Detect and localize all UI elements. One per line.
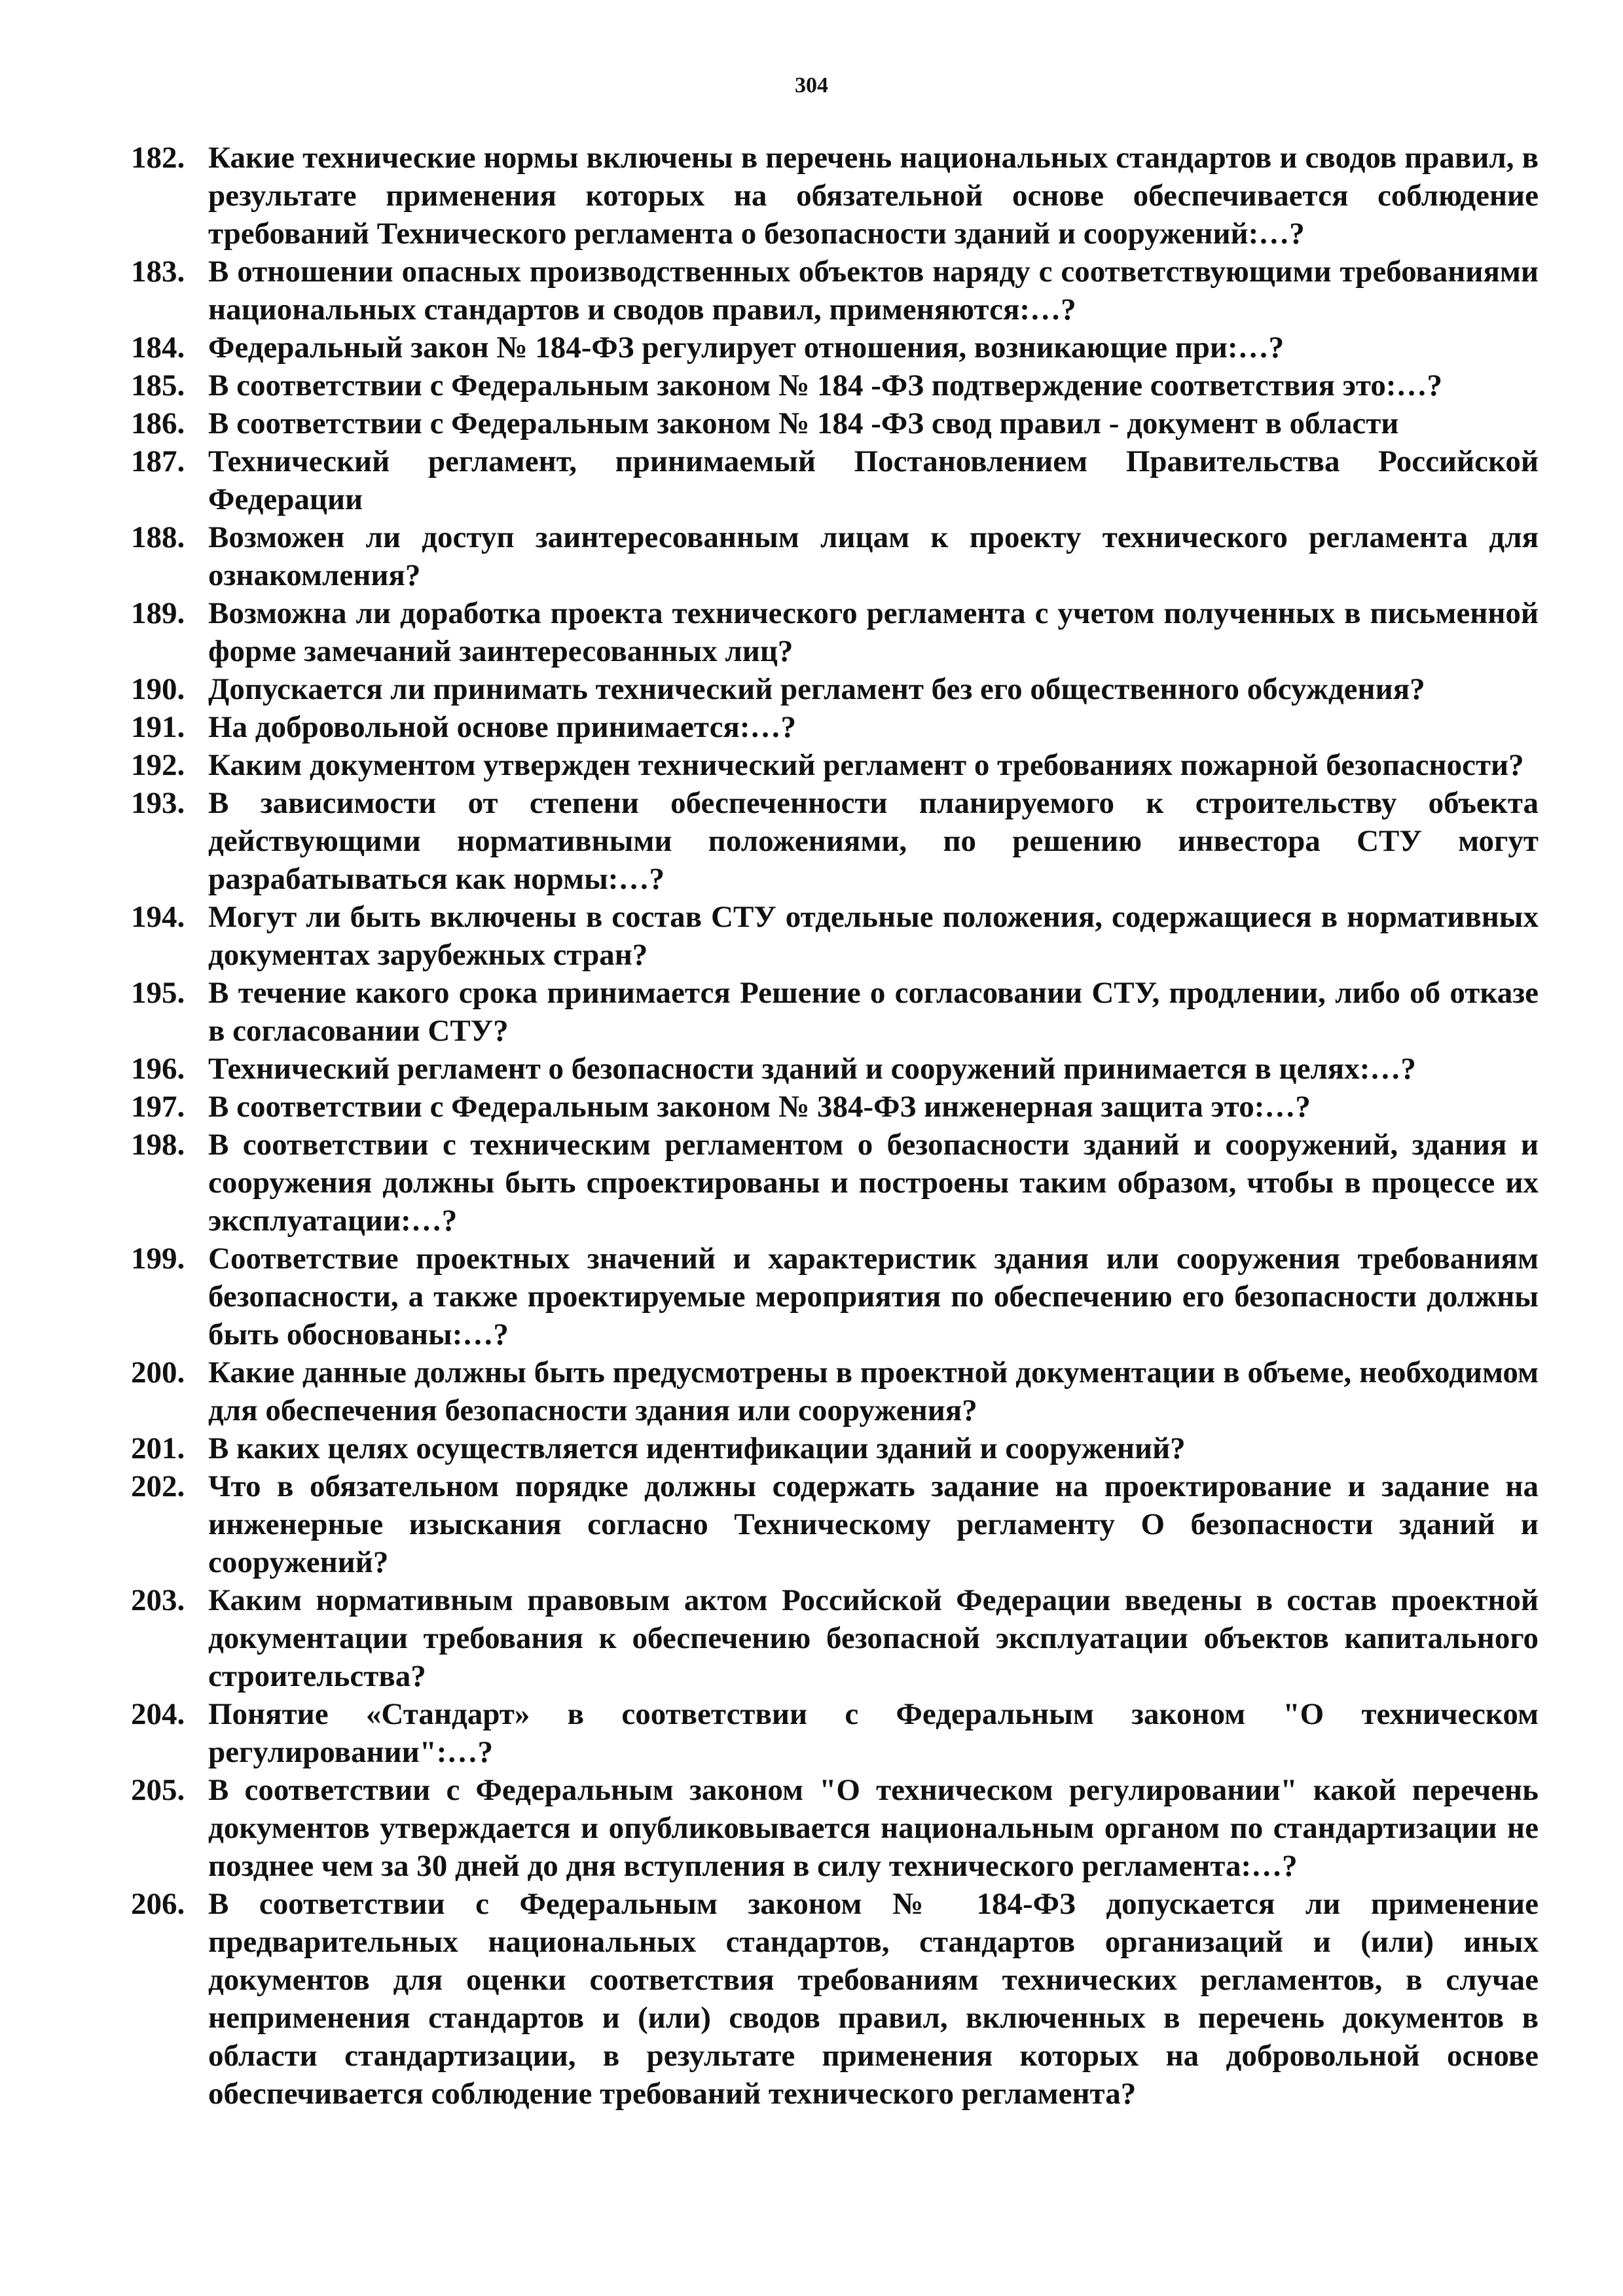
question-item — [131, 367, 1539, 404]
question-item — [131, 329, 1539, 367]
question-text: В зависимости от степени обеспеченности планируемого к строительству объекта действующими нормативными положениями, по решению инвестора СТУ могут разрабатываться как нормы:…? — [208, 786, 1539, 896]
question-number: 182. — [131, 141, 185, 175]
question-list — [131, 139, 1539, 2113]
question-number: 197. — [131, 1090, 185, 1124]
question-item — [131, 1695, 1539, 1771]
question-text: Допускается ли принимать технический регламент без его общественного обсуждения? — [208, 672, 1425, 706]
question-text: В отношении опасных производственных объектов наряду с соответствующими требованиями национальных стандартов и сводов правил, применяются:…? — [208, 255, 1539, 327]
question-item — [131, 784, 1539, 898]
question-text: Понятие «Стандарт» в соответствии с Федеральным законом "О техническом регулировании":…? — [208, 1697, 1539, 1769]
question-number: 184. — [131, 331, 185, 365]
question-item — [131, 708, 1539, 746]
question-text: Какие данные должны быть предусмотрены в проектной документации в объеме, необходимом для обеспечения безопасности здания или сооружения? — [208, 1355, 1539, 1427]
question-number: 205. — [131, 1773, 185, 1807]
question-item — [131, 518, 1539, 594]
question-text: В соответствии с Федеральным законом № 384-ФЗ инженерная защита это:…? — [208, 1090, 1311, 1124]
question-text: Каким нормативным правовым актом Российской Федерации введены в состав проектной документации требования к обеспечению безопасной эксплуатации объектов капитального строительства? — [208, 1583, 1539, 1693]
question-number: 203. — [131, 1583, 185, 1617]
question-item — [131, 139, 1539, 253]
question-number: 196. — [131, 1052, 185, 1086]
question-number: 191. — [131, 710, 185, 744]
question-number: 206. — [131, 1887, 185, 1921]
question-text: В течение какого срока принимается Решение о согласовании СТУ, продлении, либо об отказе в согласовании СТУ? — [208, 976, 1539, 1048]
question-item — [131, 1771, 1539, 1885]
question-text: На добровольной основе принимается:…? — [208, 710, 797, 744]
question-text: В соответствии с Федеральным законом № 184 -ФЗ подтверждение соответствия это:…? — [208, 368, 1443, 403]
question-item — [131, 670, 1539, 708]
question-item — [131, 1126, 1539, 1240]
question-text: Что в обязательном порядке должны содержать задание на проектирование и задание на инженерные изыскания согласно Техническому регламенту О безопасности зданий и сооружений? — [208, 1469, 1539, 1579]
question-text: Федеральный закон № 184-ФЗ регулирует отношения, возникающие при:…? — [208, 331, 1285, 365]
question-number: 193. — [131, 786, 185, 820]
question-number: 187. — [131, 444, 185, 478]
question-number: 185. — [131, 368, 185, 403]
question-item — [131, 594, 1539, 670]
question-item — [131, 746, 1539, 784]
question-number: 186. — [131, 406, 185, 440]
question-item — [131, 1467, 1539, 1581]
question-text: Технический регламент, принимаемый Постановлением Правительства Российской Федерации — [208, 444, 1539, 516]
question-number: 202. — [131, 1469, 185, 1503]
question-number: 204. — [131, 1697, 185, 1731]
question-number: 198. — [131, 1128, 185, 1162]
question-number: 195. — [131, 976, 185, 1010]
question-number: 188. — [131, 520, 185, 554]
question-item — [131, 974, 1539, 1050]
question-number: 190. — [131, 672, 185, 706]
question-text: В соответствии с Федеральным законом "О техническом регулировании" какой перечень документов утверждается и опубликовывается национальным органом по стандартизации не позднее чем за 30 дней до дня вступления в силу технического регламента:…? — [208, 1773, 1539, 1883]
question-item — [131, 1429, 1539, 1467]
question-number: 200. — [131, 1355, 185, 1390]
question-text: Технический регламент о безопасности зданий и сооружений принимается в целях:…? — [208, 1052, 1416, 1086]
question-text: Какие технические нормы включены в перечень национальных стандартов и сводов правил, в результате применения которых на обязательной основе обеспечивается соблюдение требований Технического регламента о безопасности зданий и сооружений:…? — [208, 141, 1539, 251]
page-number: 304 — [795, 73, 828, 98]
question-number: 199. — [131, 1242, 185, 1276]
question-item — [131, 1050, 1539, 1088]
question-number: 183. — [131, 255, 185, 289]
question-text: В соответствии с Федеральным законом № 184 -ФЗ свод правил - документ в области — [208, 406, 1399, 440]
question-item — [131, 1581, 1539, 1695]
question-text: Могут ли быть включены в состав СТУ отдельные положения, содержащиеся в нормативных документах зарубежных стран? — [208, 900, 1539, 972]
question-number: 192. — [131, 748, 185, 782]
question-item — [131, 442, 1539, 518]
question-item — [131, 1240, 1539, 1354]
question-text: В каких целях осуществляется идентификации зданий и сооружений? — [208, 1431, 1186, 1465]
question-text: Возможен ли доступ заинтересованным лицам к проекту технического регламента для ознакомления? — [208, 520, 1539, 592]
question-text: В соответствии с техническим регламентом о безопасности зданий и сооружений, здания и сооружения должны быть спроектированы и построены таким образом, чтобы в процессе их эксплуатации:…? — [208, 1128, 1539, 1238]
question-item — [131, 1885, 1539, 2113]
question-text: Соответствие проектных значений и характеристик здания или сооружения требованиям безопасности, а также проектируемые мероприятия по обеспечению его безопасности должны быть обоснованы:…? — [208, 1242, 1539, 1352]
question-item — [131, 1354, 1539, 1429]
question-item — [131, 1088, 1539, 1126]
question-item — [131, 404, 1539, 442]
question-text: Возможна ли доработка проекта технического регламента с учетом полученных в письменной форме замечаний заинтересованных лиц? — [208, 596, 1539, 668]
question-text: В соответствии с Федеральным законом № 184-ФЗ допускается ли применение предварительных национальных стандартов, стандартов организаций и (или) иных документов для оценки соответствия требованиям технических регламентов, в случае неприменения стандартов и (или) сводов правил, включенных в перечень документов в области стандартизации, в результате применения которых на добровольной основе обеспечивается соблюдение требований технического регламента? — [208, 1887, 1539, 2111]
question-item — [131, 253, 1539, 329]
question-number: 189. — [131, 596, 185, 630]
question-number: 194. — [131, 900, 185, 934]
question-item — [131, 898, 1539, 974]
question-text: Каким документом утвержден технический регламент о требованиях пожарной безопасности? — [208, 748, 1524, 782]
question-number: 201. — [131, 1431, 185, 1465]
